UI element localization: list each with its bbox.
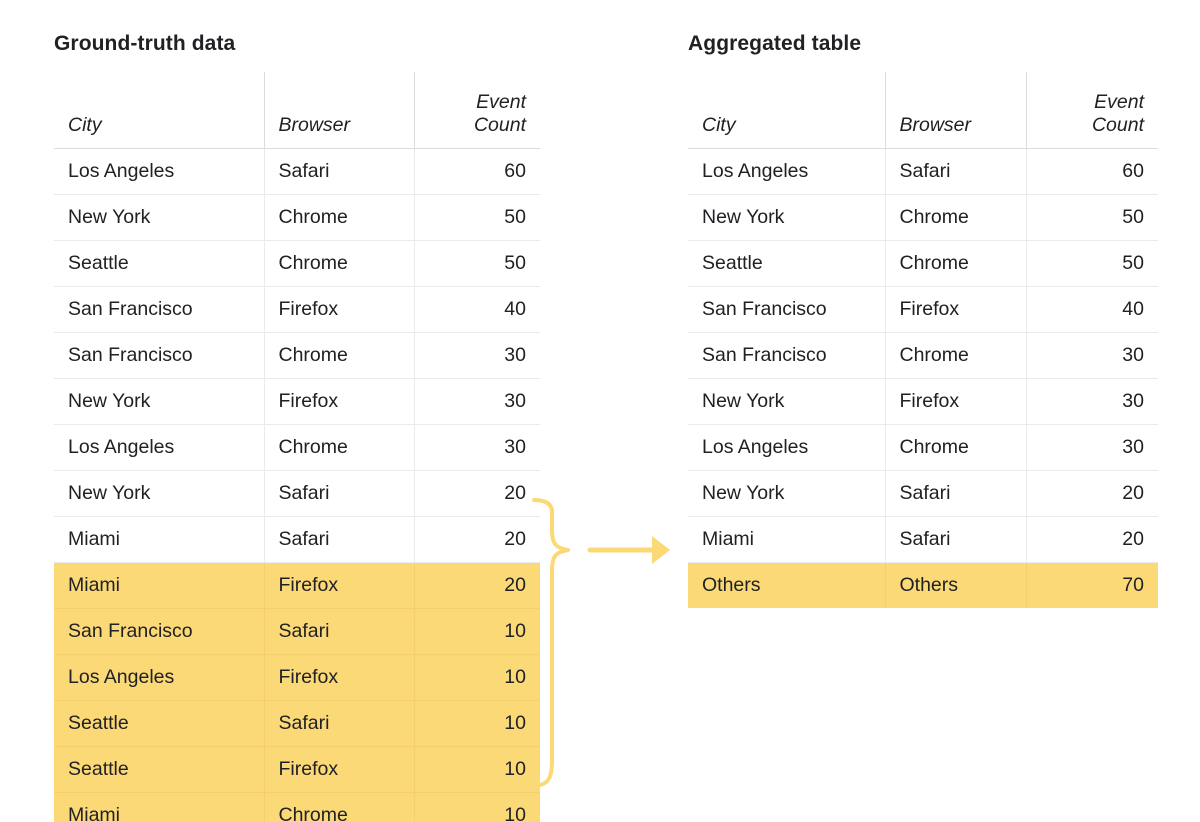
table-row <box>54 746 540 792</box>
table-header-row <box>688 72 1158 148</box>
cell-browser: Safari <box>264 516 414 562</box>
cell-city: Miami <box>54 516 264 562</box>
header-event-count <box>414 72 540 148</box>
cell-browser: Firefox <box>885 378 1026 424</box>
cell-event-count: 30 <box>414 424 540 470</box>
cell-city: Seattle <box>54 746 264 792</box>
cell-city: San Francisco <box>54 332 264 378</box>
cell-browser: Chrome <box>264 792 414 822</box>
header-event-count-line1: Event <box>476 90 526 113</box>
cell-browser: Firefox <box>264 286 414 332</box>
cell-browser: Chrome <box>264 240 414 286</box>
cell-browser: Safari <box>264 608 414 654</box>
cell-event-count: 20 <box>1026 516 1158 562</box>
aggregated-table-body <box>688 148 1158 608</box>
cell-city: New York <box>54 378 264 424</box>
cell-browser: Firefox <box>264 378 414 424</box>
cell-city: New York <box>688 194 885 240</box>
header-event-count-line1: Event <box>1094 90 1144 113</box>
cell-event-count: 40 <box>414 286 540 332</box>
table-row <box>688 378 1158 424</box>
cell-browser: Safari <box>264 470 414 516</box>
cell-browser: Chrome <box>885 424 1026 470</box>
cell-event-count: 20 <box>1026 470 1158 516</box>
cell-browser: Safari <box>264 148 414 194</box>
cell-event-count: 30 <box>1026 378 1158 424</box>
cell-city: San Francisco <box>54 286 264 332</box>
aggregation-connector <box>528 498 688 798</box>
ground-truth-table-body <box>54 148 540 822</box>
cell-event-count: 30 <box>414 332 540 378</box>
table-row <box>54 470 540 516</box>
header-browser: Browser <box>264 72 414 148</box>
arrow-icon <box>590 536 670 564</box>
cell-browser: Chrome <box>885 332 1026 378</box>
aggregated-title: Aggregated table <box>688 32 862 55</box>
table-row <box>54 562 540 608</box>
cell-city: Los Angeles <box>688 424 885 470</box>
cell-event-count: 70 <box>1026 562 1158 608</box>
cell-event-count: 20 <box>414 470 540 516</box>
cell-city: Miami <box>54 562 264 608</box>
cell-browser: Safari <box>885 148 1026 194</box>
cell-browser: Safari <box>264 700 414 746</box>
cell-event-count: 60 <box>1026 148 1158 194</box>
header-browser: Browser <box>885 72 1026 148</box>
cell-city: Los Angeles <box>54 424 264 470</box>
cell-event-count: 60 <box>414 148 540 194</box>
cell-city: Los Angeles <box>54 654 264 700</box>
aggregated-table <box>688 72 1158 608</box>
cell-city: San Francisco <box>688 286 885 332</box>
ground-truth-title: Ground-truth data <box>54 32 236 55</box>
cell-event-count: 10 <box>414 700 540 746</box>
table-row <box>688 424 1158 470</box>
table-row <box>54 424 540 470</box>
cell-browser: Others <box>885 562 1026 608</box>
cell-city: Seattle <box>54 700 264 746</box>
cell-city: Seattle <box>688 240 885 286</box>
cell-city: Los Angeles <box>688 148 885 194</box>
table-row <box>54 378 540 424</box>
cell-browser: Chrome <box>885 194 1026 240</box>
table-row <box>688 194 1158 240</box>
table-row <box>54 792 540 822</box>
table-row <box>688 332 1158 378</box>
cell-browser: Firefox <box>885 286 1026 332</box>
table-row <box>54 332 540 378</box>
cell-event-count: 40 <box>1026 286 1158 332</box>
header-event-count-line2: Count <box>473 113 526 136</box>
table-row <box>54 700 540 746</box>
cell-browser: Chrome <box>885 240 1026 286</box>
cell-city: New York <box>688 378 885 424</box>
header-city: City <box>688 72 885 148</box>
cell-event-count: 10 <box>414 746 540 792</box>
cell-browser: Firefox <box>264 562 414 608</box>
cell-event-count: 30 <box>1026 332 1158 378</box>
cell-city: San Francisco <box>54 608 264 654</box>
table-row <box>54 286 540 332</box>
cell-city: Seattle <box>54 240 264 286</box>
cell-city: Others <box>688 562 885 608</box>
cell-browser: Chrome <box>264 332 414 378</box>
table-row <box>688 470 1158 516</box>
cell-event-count: 10 <box>414 608 540 654</box>
table-header-row <box>54 72 540 148</box>
header-city: City <box>54 72 264 148</box>
table-row <box>54 194 540 240</box>
table-row <box>54 654 540 700</box>
cell-city: New York <box>54 470 264 516</box>
cell-city: San Francisco <box>688 332 885 378</box>
table-row <box>54 608 540 654</box>
cell-browser: Chrome <box>264 194 414 240</box>
ground-truth-table <box>54 72 540 822</box>
cell-city: Los Angeles <box>54 148 264 194</box>
cell-browser: Chrome <box>264 424 414 470</box>
cell-city: Miami <box>688 516 885 562</box>
table-row <box>688 562 1158 608</box>
header-event-count-line2: Count <box>1091 113 1144 136</box>
cell-city: New York <box>688 470 885 516</box>
cell-event-count: 20 <box>414 516 540 562</box>
cell-event-count: 50 <box>1026 240 1158 286</box>
table-row <box>54 240 540 286</box>
table-row <box>54 148 540 194</box>
cell-event-count: 50 <box>1026 194 1158 240</box>
cell-event-count: 50 <box>414 240 540 286</box>
cell-browser: Safari <box>885 516 1026 562</box>
cell-browser: Firefox <box>264 654 414 700</box>
cell-event-count: 30 <box>414 378 540 424</box>
cell-event-count: 20 <box>414 562 540 608</box>
cell-browser: Safari <box>885 470 1026 516</box>
table-row <box>688 148 1158 194</box>
table-row <box>688 516 1158 562</box>
cell-event-count: 50 <box>414 194 540 240</box>
cell-event-count: 10 <box>414 792 540 822</box>
cell-event-count: 30 <box>1026 424 1158 470</box>
cell-event-count: 10 <box>414 654 540 700</box>
cell-city: Miami <box>54 792 264 822</box>
table-row <box>54 516 540 562</box>
table-row <box>688 286 1158 332</box>
cell-city: New York <box>54 194 264 240</box>
header-event-count <box>1026 72 1158 148</box>
table-row <box>688 240 1158 286</box>
cell-browser: Firefox <box>264 746 414 792</box>
